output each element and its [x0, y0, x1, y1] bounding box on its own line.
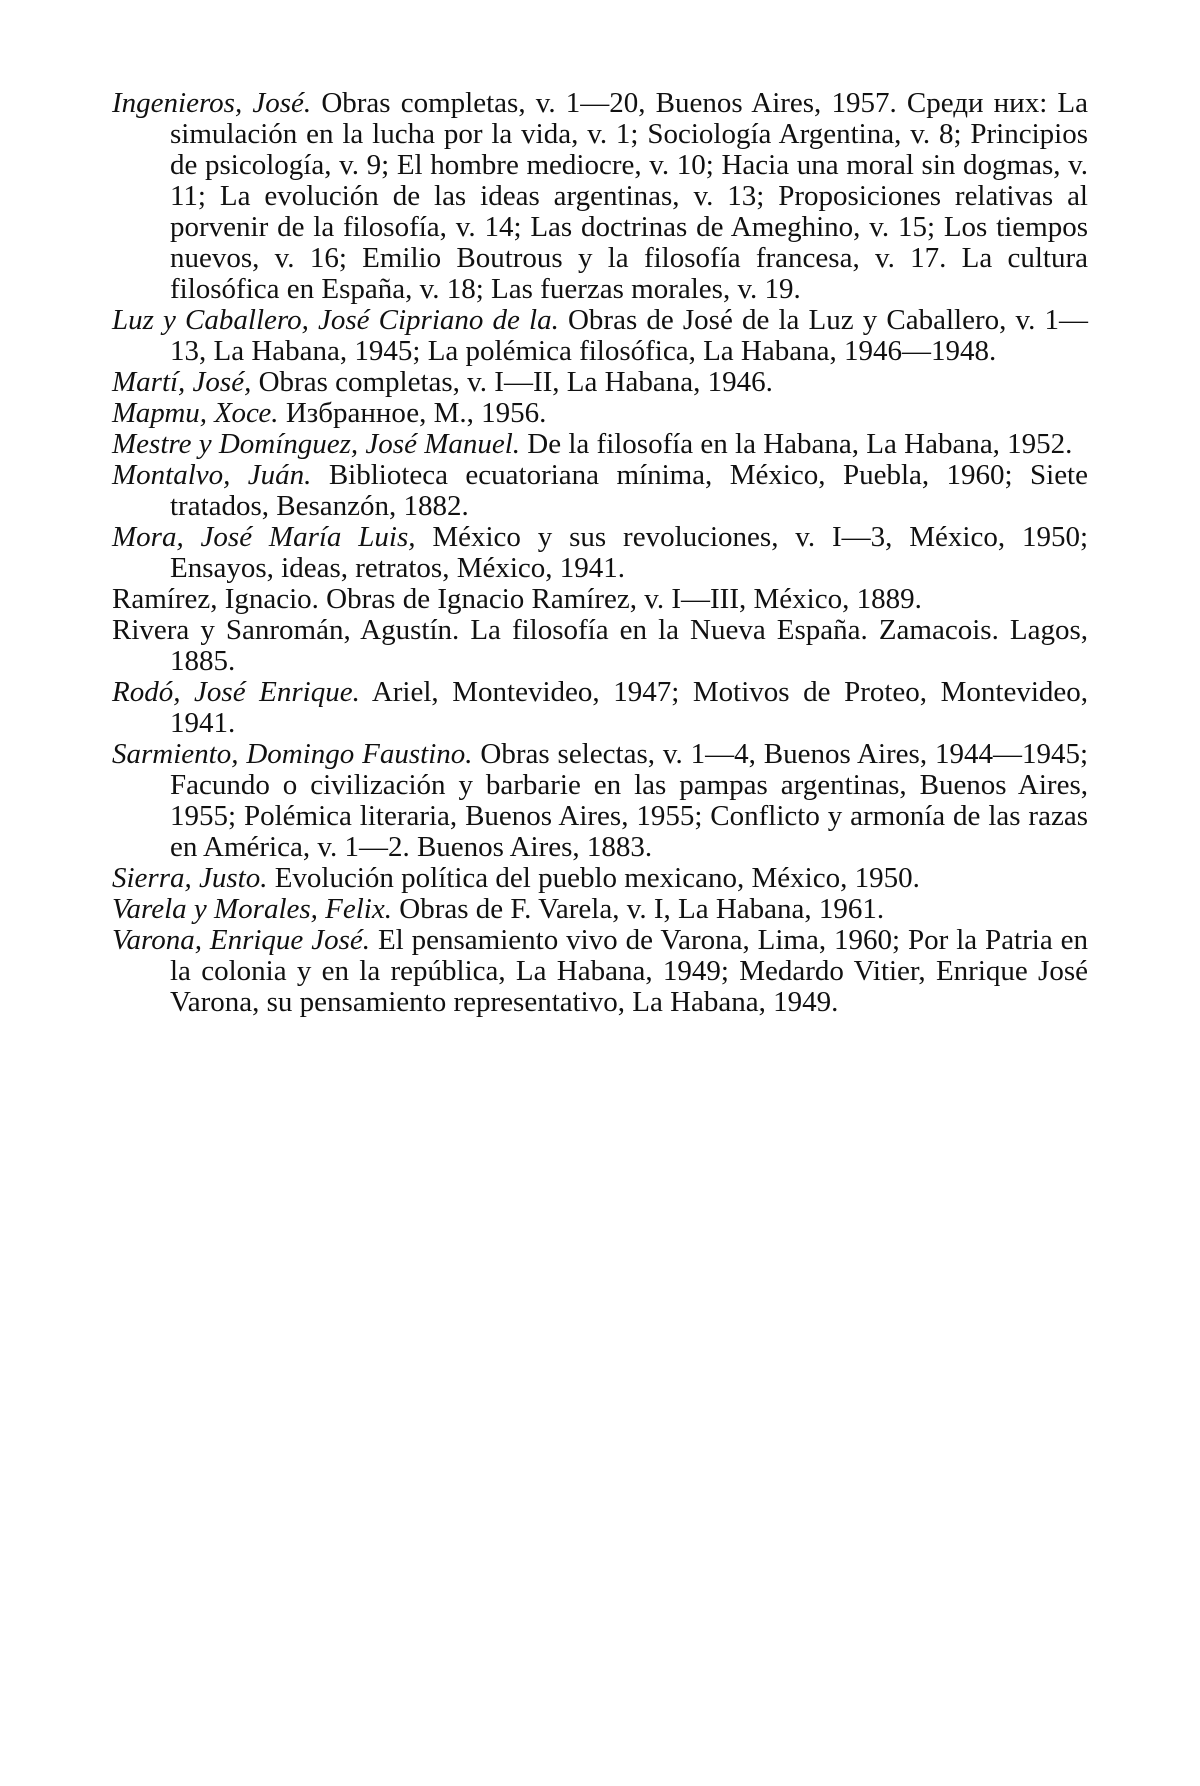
bibliography-entry-varona: [112, 925, 1088, 1018]
bibliography-page: [112, 88, 1088, 1018]
bibliography-entry-sarmiento: [112, 739, 1088, 863]
entry-author: Sarmiento, Domingo Faustino.: [112, 738, 473, 770]
entry-author: Ingenieros, José.: [112, 87, 312, 119]
bibliography-entry-montalvo: [112, 460, 1088, 522]
entry-author: Марти, Хосе.: [112, 397, 279, 429]
entry-author: Mestre y Domínguez, José Manuel.: [112, 428, 521, 460]
bibliography-entry-mora: [112, 522, 1088, 584]
entry-author: Varona, Enrique José.: [112, 924, 371, 956]
entry-text: Ariel, Montevideo, 1947; Motivos de Proteo, Montevideo, 1941.: [170, 676, 1089, 739]
entry-text: Obras de José de la Luz y Caballero, v. 1—13, La Habana, 1945; La polémica filosófica, La Habana, 1946—1948.: [170, 304, 1089, 367]
entry-text: Избранное, М., 1956.: [285, 397, 547, 429]
bibliography-entry-marti: [112, 367, 1088, 398]
entry-text: El pensamiento vivo de Varona, Lima, 1960; Por la Patria en la colonia y en la república, La Habana, 1949; Medardo Vitier, Enrique José Varona, su pensamiento representativo, La Habana, 1949.: [170, 924, 1088, 1018]
entry-author: Sierra, Justo.: [112, 862, 268, 894]
entry-author: Rodó, José Enrique.: [112, 676, 360, 708]
entry-text: Biblioteca ecuatoriana mínima, México, Puebla, 1960; Siete tratados, Besanzón, 1882.: [170, 459, 1088, 522]
entry-text: Evolución política del pueblo mexicano, México, 1950.: [274, 862, 920, 894]
bibliography-entry-varela: [112, 894, 1088, 925]
entry-author: Martí, José,: [112, 366, 252, 398]
entry-text: Ramírez, Ignacio. Obras de Ignacio Ramírez, v. I—III, México, 1889.: [112, 583, 922, 615]
entry-text: Rivera y Sanromán, Agustín. La filosofía en la Nueva España. Zamacois. Lagos, 1885.: [112, 614, 1088, 677]
entry-text: Obras de F. Varela, v. I, La Habana, 1961.: [399, 893, 885, 925]
entry-author: Mora, José María Luis,: [112, 521, 416, 553]
entry-text: De la filosofía en la Habana, La Habana, 1952.: [527, 428, 1073, 460]
entry-text: Obras selectas, v. 1—4, Buenos Aires, 1944—1945; Facundo o civilización y barbarie en las pampas argentinas, Buenos Aires, 1955; Polémica literaria, Buenos Aires, 1955; Conflicto y armonía de las razas en América, v. 1—2. Buenos Aires, 1883.: [170, 738, 1088, 863]
entry-author: Montalvo, Juán.: [112, 459, 312, 491]
bibliography-entry-mestre: [112, 429, 1088, 460]
entry-text: Obras completas, v. I—II, La Habana, 1946.: [258, 366, 773, 398]
bibliography-entry-rodo: [112, 677, 1088, 739]
bibliography-entry-rivera: [112, 615, 1088, 677]
entry-text: México y sus revoluciones, v. I—3, México, 1950; Ensayos, ideas, retratos, México, 1941.: [170, 521, 1089, 584]
bibliography-entry-marti-russian: [112, 398, 1088, 429]
bibliography-entry-ingenieros: [112, 88, 1088, 305]
bibliography-entry-ramirez: [112, 584, 1088, 615]
entry-author: Luz y Caballero, José Cipriano de la.: [112, 304, 559, 336]
entry-text: Obras completas, v. 1—20, Buenos Aires, 1957. Среди них: La simulación en la lucha por la vida, v. 1; Sociología Argentina, v. 8; Principios de psicología, v. 9; El hombre mediocre, v. 10; Hacia una moral sin dogmas, v. 11; La evolución de las ideas argentinas, v. 13; Proposiciones relativas al porvenir de la filosofía, v. 14; Las doctrinas de Ameghino, v. 15; Los tiempos nuevos, v. 16; Emilio Boutrous y la filosofía francesa, v. 17. La cultura filosófica en España, v. 18; Las fuerzas morales, v. 19.: [170, 87, 1089, 305]
bibliography-entry-sierra: [112, 863, 1088, 894]
bibliography-entry-luz-y-caballero: [112, 305, 1088, 367]
entry-author: Varela y Morales, Felix.: [112, 893, 392, 925]
